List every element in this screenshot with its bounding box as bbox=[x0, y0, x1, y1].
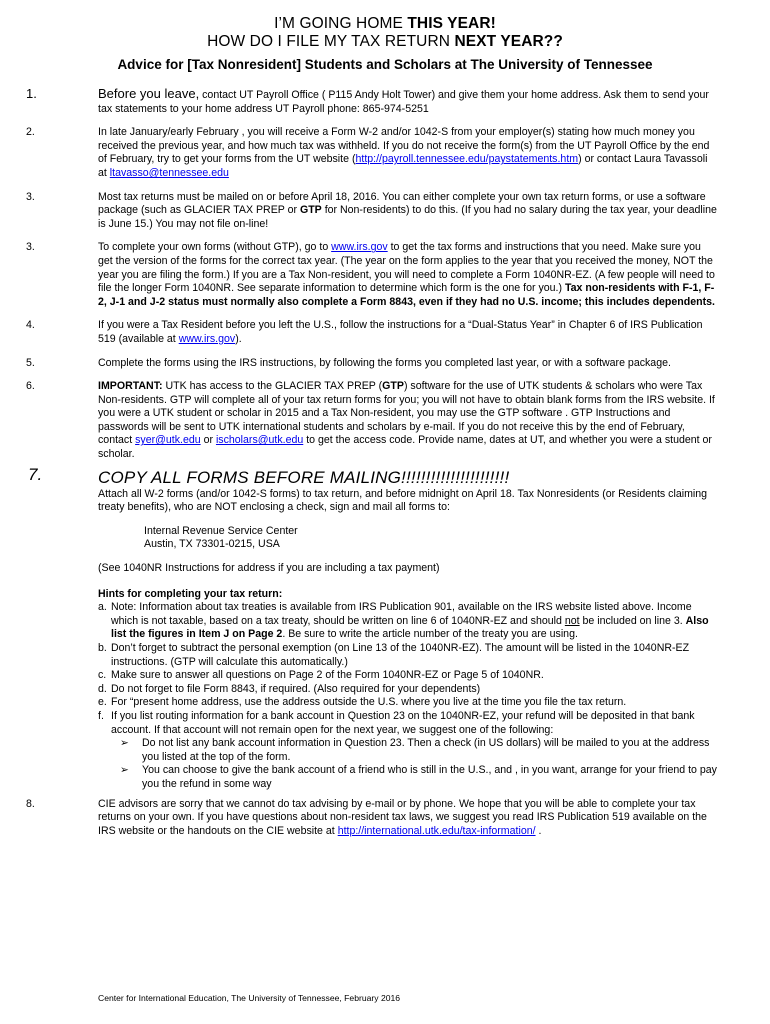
irs-website-link[interactable]: www.irs.gov bbox=[178, 332, 236, 345]
hint-label: f. bbox=[98, 709, 104, 722]
item-2 bbox=[26, 126, 718, 180]
item-3 bbox=[26, 190, 718, 232]
hint-e: e. For “present home address, use the address outside the U.S. where you live at the time you file the tax return. bbox=[98, 696, 627, 709]
hint-label: d. bbox=[98, 682, 107, 695]
item-text: to get the access code. Provide name, dates at UT, and whether you were a student or scholar. bbox=[98, 434, 712, 461]
item-lead: Before you leave, bbox=[98, 86, 200, 101]
hint-c: c. Make sure to answer all questions on Page 2 of the Form 1040NR-EZ or Page 5 of 1040NR. bbox=[98, 669, 544, 682]
item-bold: GTP bbox=[382, 380, 404, 393]
item-text: Attach all W-2 forms (and/or 1042-S forms) to tax return, and before midnight on April 18. Tax Nonresidents (or Residents claiming treaty benefits), who are NOT enclosing a check, sign and mail all forms to: bbox=[98, 487, 708, 514]
cie-tax-info-link[interactable]: http://international.utk.edu/tax-information/ bbox=[337, 824, 536, 837]
page-title bbox=[40, 15, 730, 51]
address-line: Austin, TX 73301-0215, USA bbox=[144, 538, 280, 551]
item-text: to get the tax forms and instructions that you need. Make sure you get the version of the forms for the correct tax year. (The year on the form applies to the year that you received the money, NOT the year you are filing the form.) If you are a Tax Non-resident, you will need to complete a Form 1040NR-EZ. (A few people will need to file the longer Form 1040NR. See separate information to determine which form is the one for you.) bbox=[98, 241, 715, 295]
hint-b: b. Don’t forget to subtract the personal exemption (on Line 13 of the 1040NR-EZ). The amount will be listed in the 1040NR-EZ instructions. (GTP will calculate this automatically.) bbox=[98, 642, 690, 668]
item-text: ) or contact Laura Tavassoli at bbox=[98, 153, 708, 179]
hint-a: a. Note: Information about tax treaties is available from IRS Publication 901, available on the IRS website listed above. Income which is not taxable, based on a tax treaty, should be written on line 6 of 1040NR-EZ and should not be included on line 3. Also list the figures in Item J on Page 2. Be sure to write the article number of the treaty you are using. bbox=[98, 601, 709, 641]
arrow-bullet-icon: ➢ bbox=[120, 737, 129, 750]
item-number: 6. bbox=[26, 380, 35, 393]
address-note: (See 1040NR Instructions for address if you are including a tax payment) bbox=[98, 562, 440, 575]
item-5 bbox=[26, 319, 718, 346]
hint-f-bullet-2: ➢ You can choose to give the bank account of a friend who is still in the U.S., and , in you want, arrange for your friend to pay you the refund in some way bbox=[120, 764, 717, 790]
arrow-bullet-icon: ➢ bbox=[120, 764, 129, 777]
item-6 bbox=[26, 356, 718, 371]
item-text: Complete the forms using the IRS instructions, by following the forms you completed last year, or with a software package. bbox=[98, 356, 671, 369]
item-number: 1. bbox=[26, 86, 37, 101]
item-number: 2. bbox=[26, 126, 35, 139]
irs-address bbox=[144, 525, 718, 552]
title-line-1: I’M GOING HOME THIS YEAR! bbox=[274, 15, 496, 32]
hint-label: b. bbox=[98, 642, 107, 654]
hint-label: a. bbox=[98, 601, 107, 614]
item-4 bbox=[26, 241, 718, 309]
item-number: 5. bbox=[26, 356, 35, 369]
item-text: or bbox=[200, 434, 216, 447]
hint-label: c. bbox=[98, 669, 107, 682]
hints-heading: Hints for completing your tax return: bbox=[98, 587, 283, 600]
item-7 bbox=[26, 380, 718, 462]
item-1 bbox=[26, 86, 718, 116]
payroll-website-link[interactable]: http://payroll.tennessee.edu/paystatements.htm bbox=[355, 153, 579, 166]
item-number: 8. bbox=[26, 797, 35, 810]
important-label: IMPORTANT: bbox=[98, 380, 163, 393]
item-bold: Tax non-residents with F-1, F-2, J-1 and J-2 status must normally also complete a Form 8843, even if they had no U.S. income; this includes dependents. bbox=[98, 282, 715, 308]
item-number: 3. bbox=[26, 241, 35, 254]
hint-label: e. bbox=[98, 696, 107, 709]
item-number: 3. bbox=[26, 190, 35, 203]
syer-email-link[interactable]: syer@utk.edu bbox=[135, 434, 201, 447]
copy-forms-heading: COPY ALL FORMS BEFORE MAILING!!!!!!!!!!!!!!!!!!!!!! bbox=[98, 467, 510, 487]
hint-f: f. If you list routing information for a bank account in Question 23 on the 1040NR-EZ, your refund will be deposited in that bank account. If that account will not remain open for the next year, we suggest one of the following: bbox=[98, 709, 695, 736]
item-9: 8. CIE advisors are sorry that we cannot do tax advising by e-mail or by phone. We hope that you will be able to complete your tax returns on your own. If you have questions about non-resident tax laws, we suggest you read IRS Publication 519 available on the IRS website or the handouts on the CIE website at http://international.utk.edu/tax-information/ . bbox=[26, 797, 707, 837]
tavassoli-email-link[interactable]: ltavasso@tennessee.edu bbox=[109, 166, 229, 179]
item-number: 4. bbox=[26, 319, 35, 332]
page-subtitle: Advice for [Tax Nonresident] Students and Scholars at The University of Tennessee bbox=[117, 57, 653, 72]
item-bold: GTP bbox=[299, 204, 322, 217]
title-line-2: HOW DO I FILE MY TAX RETURN NEXT YEAR?? bbox=[207, 33, 563, 50]
item-text: CIE advisors are sorry that we cannot do tax advising by e-mail or by phone. We hope that you will be able to complete your tax returns on your own. If you have questions about non-resident tax laws, we suggest you read IRS Publication 519 available on the IRS website or the handouts on the CIE website at bbox=[98, 797, 707, 837]
ischolars-email-link[interactable]: ischolars@utk.edu bbox=[215, 434, 304, 447]
hint-d: d. Do not forget to file Form 8843, if required. (Also required for your dependents) bbox=[98, 682, 481, 695]
item-text: To complete your own forms (without GTP), go to bbox=[98, 241, 332, 254]
item-text: ) software for the use of UTK students & scholars who were Tax Non-residents. GTP will complete all of your tax return forms for you; you will not have to obtain blank forms from the IRS website. If you were a UTK student or scholar in 2015 and a Tax Non-resident, you may use the GTP software . GTP Instructions and passwords will be sent to UTK international students and scholars by e-mail. If you do not receive this by the end of February, contact bbox=[98, 380, 715, 447]
item-text: If you were a Tax Resident before you left the U.S., follow the instructions for a “Dual-Status Year” in Chapter 6 of IRS Publication 519 (available at bbox=[98, 319, 703, 345]
item-text: ). bbox=[235, 332, 242, 345]
hint-f-bullet-1: ➢ Do not list any bank account information in Question 23. Then a check (in US dollars) will be mailed to you at the address you listed at the top of the form. bbox=[120, 737, 710, 763]
item-text: Most tax returns must be mailed on or before April 18, 2016. You can either complete your own tax return forms, or use a software package (such as GLACIER TAX PREP or bbox=[98, 190, 706, 217]
item-8 bbox=[28, 464, 718, 792]
item-text: In late January/early February , you will receive a Form W-2 and/or 1042-S from your employer(s) stating how much money you received the previous year, and how much tax was withheld. If you do not receive the form(s) from the UT Payroll Office by the end of February, try to get your forms from the UT website ( bbox=[98, 126, 710, 166]
item-text: for Non-residents) to do this. (If you had no salary during the tax year, your deadline is June 15.) You may not file on-line! bbox=[98, 204, 717, 230]
address-line: Internal Revenue Service Center bbox=[144, 524, 298, 537]
item-text: contact UT Payroll Office ( P115 Andy Holt Tower) and give them your home address. Ask them to send your tax statements to your home address UT Payroll phone: 865-974-5251 bbox=[98, 89, 709, 115]
item-text: UTK has access to the GLACIER TAX PREP ( bbox=[162, 380, 383, 393]
irs-website-link[interactable]: www.irs.gov bbox=[331, 241, 388, 254]
page-footer: Center for International Education, The University of Tennessee, February 2016 bbox=[98, 993, 401, 1003]
item-number: 7. bbox=[28, 464, 43, 484]
